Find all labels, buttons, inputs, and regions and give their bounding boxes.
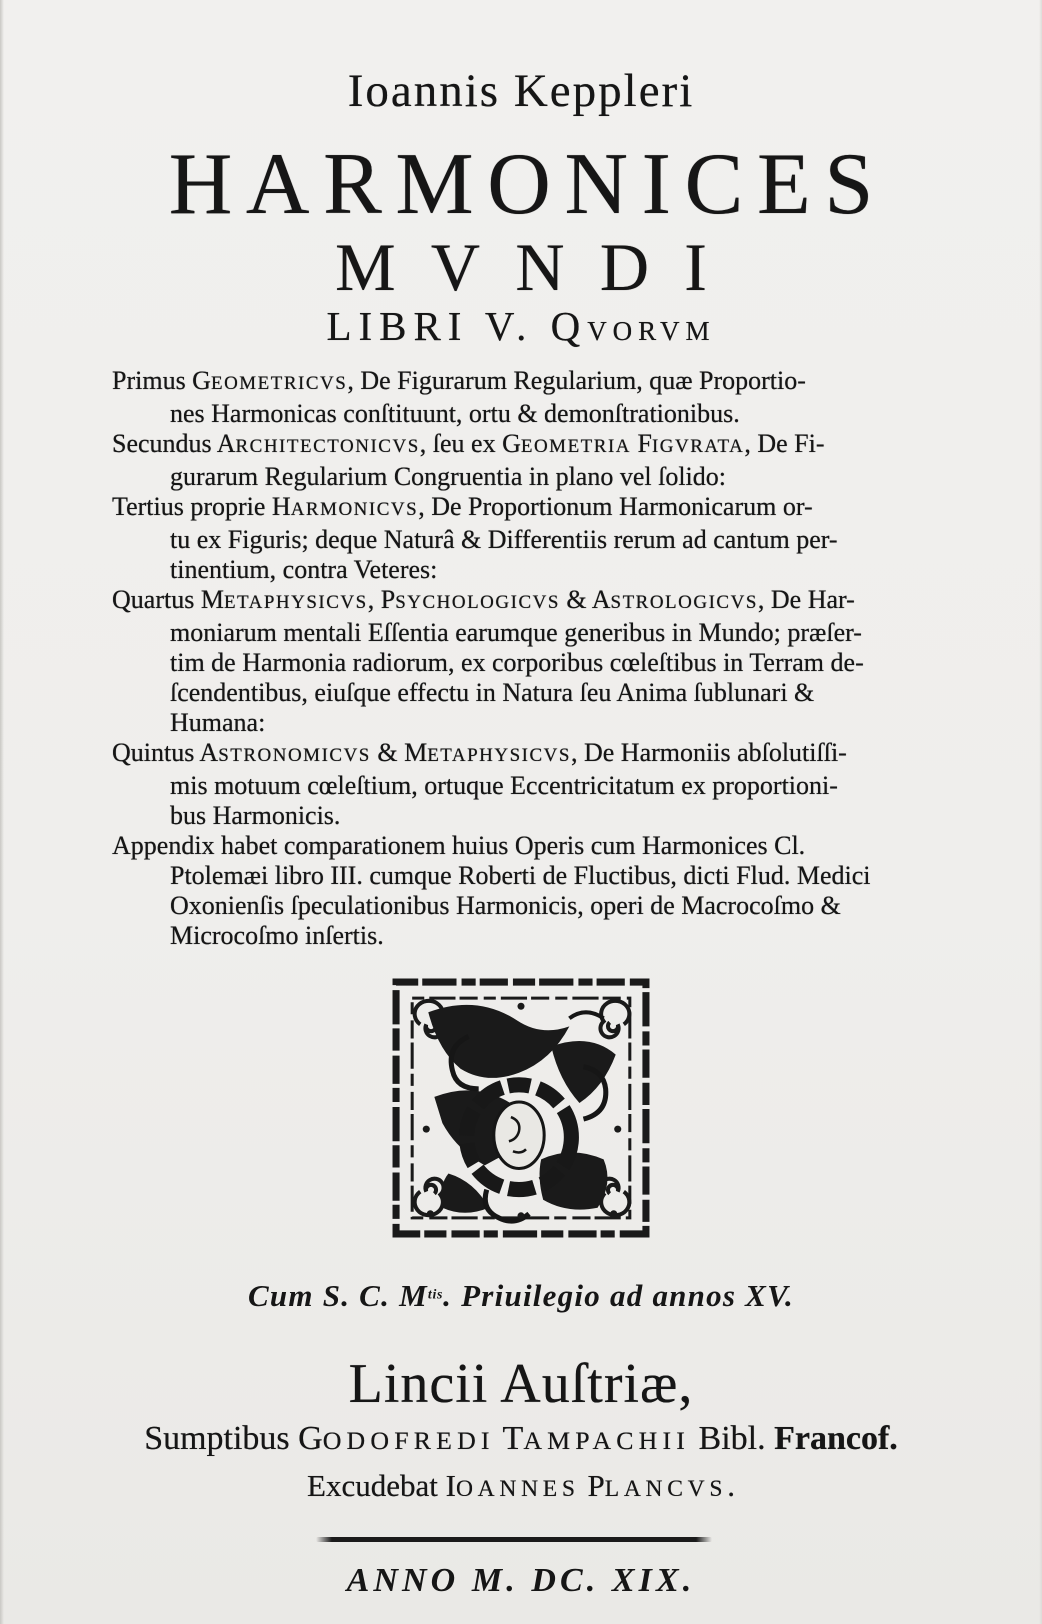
text-segment: Humana: [170,708,266,737]
text-segment: SYCHOLOGICVS [395,592,560,613]
imprint-publisher [0,1420,1042,1458]
divider-rule [316,1537,712,1542]
appendix-line2 [112,861,924,891]
text-segment: , De Fi- [744,429,825,458]
text-segment: , P [367,585,396,614]
text-segment: Appendix habet comparationem huius Operis cum Harmonices Cl. [112,831,806,860]
text-segment: ODOFREDI [322,1426,495,1455]
text-segment: LANCVS [604,1476,728,1502]
text-segment: ETAPHYSICVS [427,745,571,766]
text-segment: RCHITECTONICVS [235,436,420,457]
main-title-harmonices: HARMONICES [168,136,887,233]
book2-line2 [112,462,924,492]
text-segment: Bibl. [690,1420,775,1457]
text-segment: ſcendentibus, eiuſque effectu in Natura ſeu Anima ſublunari & [170,678,815,707]
text-segment: mis motuum cœleſtium, ortuque Eccentricitatum ex proportioni- [170,771,838,800]
text-segment: Secundus A [112,429,236,458]
appendix-line1 [112,831,924,861]
text-segment: Primus G [112,366,211,395]
privilege-line [0,1278,1042,1314]
main-title-mundi: MVNDI [335,229,743,305]
text-segment: & M [370,738,428,767]
text-segment: Ptolemæi libro III. cumque Roberti de Fluctibus, dicti Flud. Medici [170,861,871,890]
text-segment: ARMONICVS [290,499,419,520]
text-segment: Tertius proprie H [112,492,291,521]
text-segment: Cum S. C. M [247,1278,428,1313]
subtitle-libri-v-quorum [0,302,1042,350]
text-segment: Quintus A [112,738,219,767]
text-segment: Microcoſmo inſertis. [170,921,384,950]
book4-line2 [112,618,924,648]
text-segment: , De Harmoniis abſolutiſſi- [570,738,847,767]
text-segment: . [727,1468,735,1503]
author-line: Ioannis Keppleri [347,65,695,117]
text-segment: tu ex Figuris; deque Naturâ & Differentiis rerum ad cantum per- [170,525,838,554]
text-segment: ETAPHYSICVS [223,592,368,613]
text-segment: nes Harmonicas conſtituunt, ortu & demonſtrationibus. [170,399,740,428]
book5-line2 [112,771,924,801]
text-segment: Excudebat I [307,1468,456,1503]
text-segment: Oxonienſis ſpeculationibus Harmonicis, operi de Macrocoſmo & [170,891,841,920]
text-segment: STRONOMICVS [218,745,371,766]
text-segment: & A [559,585,611,614]
text-segment: EOMETRIA [520,436,631,457]
text-segment: Quartus M [112,585,224,614]
book4-line5 [112,708,924,738]
appendix-line3 [112,891,924,921]
book4-line1 [112,585,924,618]
book5-line3 [112,801,924,831]
appendix-line4 [112,921,924,951]
book3-line1 [112,492,924,525]
imprint-year: ANNO M. DC. XIX. [346,1562,696,1599]
text-segment: tis [427,1287,444,1303]
book1-line1 [112,366,924,399]
text-segment: tinentium, contra Veteres: [170,555,438,584]
book2-line1 [112,429,924,462]
book1-line2 [112,399,924,429]
text-segment: T [494,1420,524,1457]
text-segment: F [631,429,652,458]
text-segment: gurarum Regularium Congruentia in plano vel ſolido: [170,462,727,491]
book3-line3 [112,555,924,585]
text-segment: Francof. [774,1420,898,1457]
book5-line1 [112,738,924,771]
text-segment: AMPACHII [523,1426,691,1455]
book-list [112,366,924,951]
text-segment: EOMETRICVS [210,373,348,394]
book3-line2 [112,525,924,555]
text-segment: moniarum mentali Eſſentia earumque generibus in Mundo; præſer- [170,618,862,647]
woodcut-ornament-icon [390,976,652,1240]
text-segment: . Priuilegio ad annos XV. [443,1278,795,1313]
text-segment: VORVM [587,316,716,346]
book4-line3 [112,648,924,678]
text-segment: , ſeu ex G [419,429,521,458]
text-segment: OANNES [455,1476,580,1502]
book4-line4 [112,678,924,708]
text-segment: , De Har- [757,585,855,614]
imprint-place: Lincii Auſtriæ, [348,1353,694,1415]
text-segment: STROLOGICVS [610,592,758,613]
text-segment: Sumptibus G [144,1420,323,1457]
text-segment: bus Harmonicis. [170,801,341,830]
text-segment: , De Figurarum Regularium, quæ Proportio- [347,366,806,395]
text-segment: LIBRI V. Q [326,303,588,349]
imprint-printer [0,1468,1042,1504]
text-segment: tim de Harmonia radiorum, ex corporibus cœleſtibus in Terram de- [170,648,864,677]
text-segment: IGVRATA [651,436,745,457]
text-segment: , De Proportionum Harmonicarum or- [418,492,813,521]
text-segment: P [579,1468,605,1503]
